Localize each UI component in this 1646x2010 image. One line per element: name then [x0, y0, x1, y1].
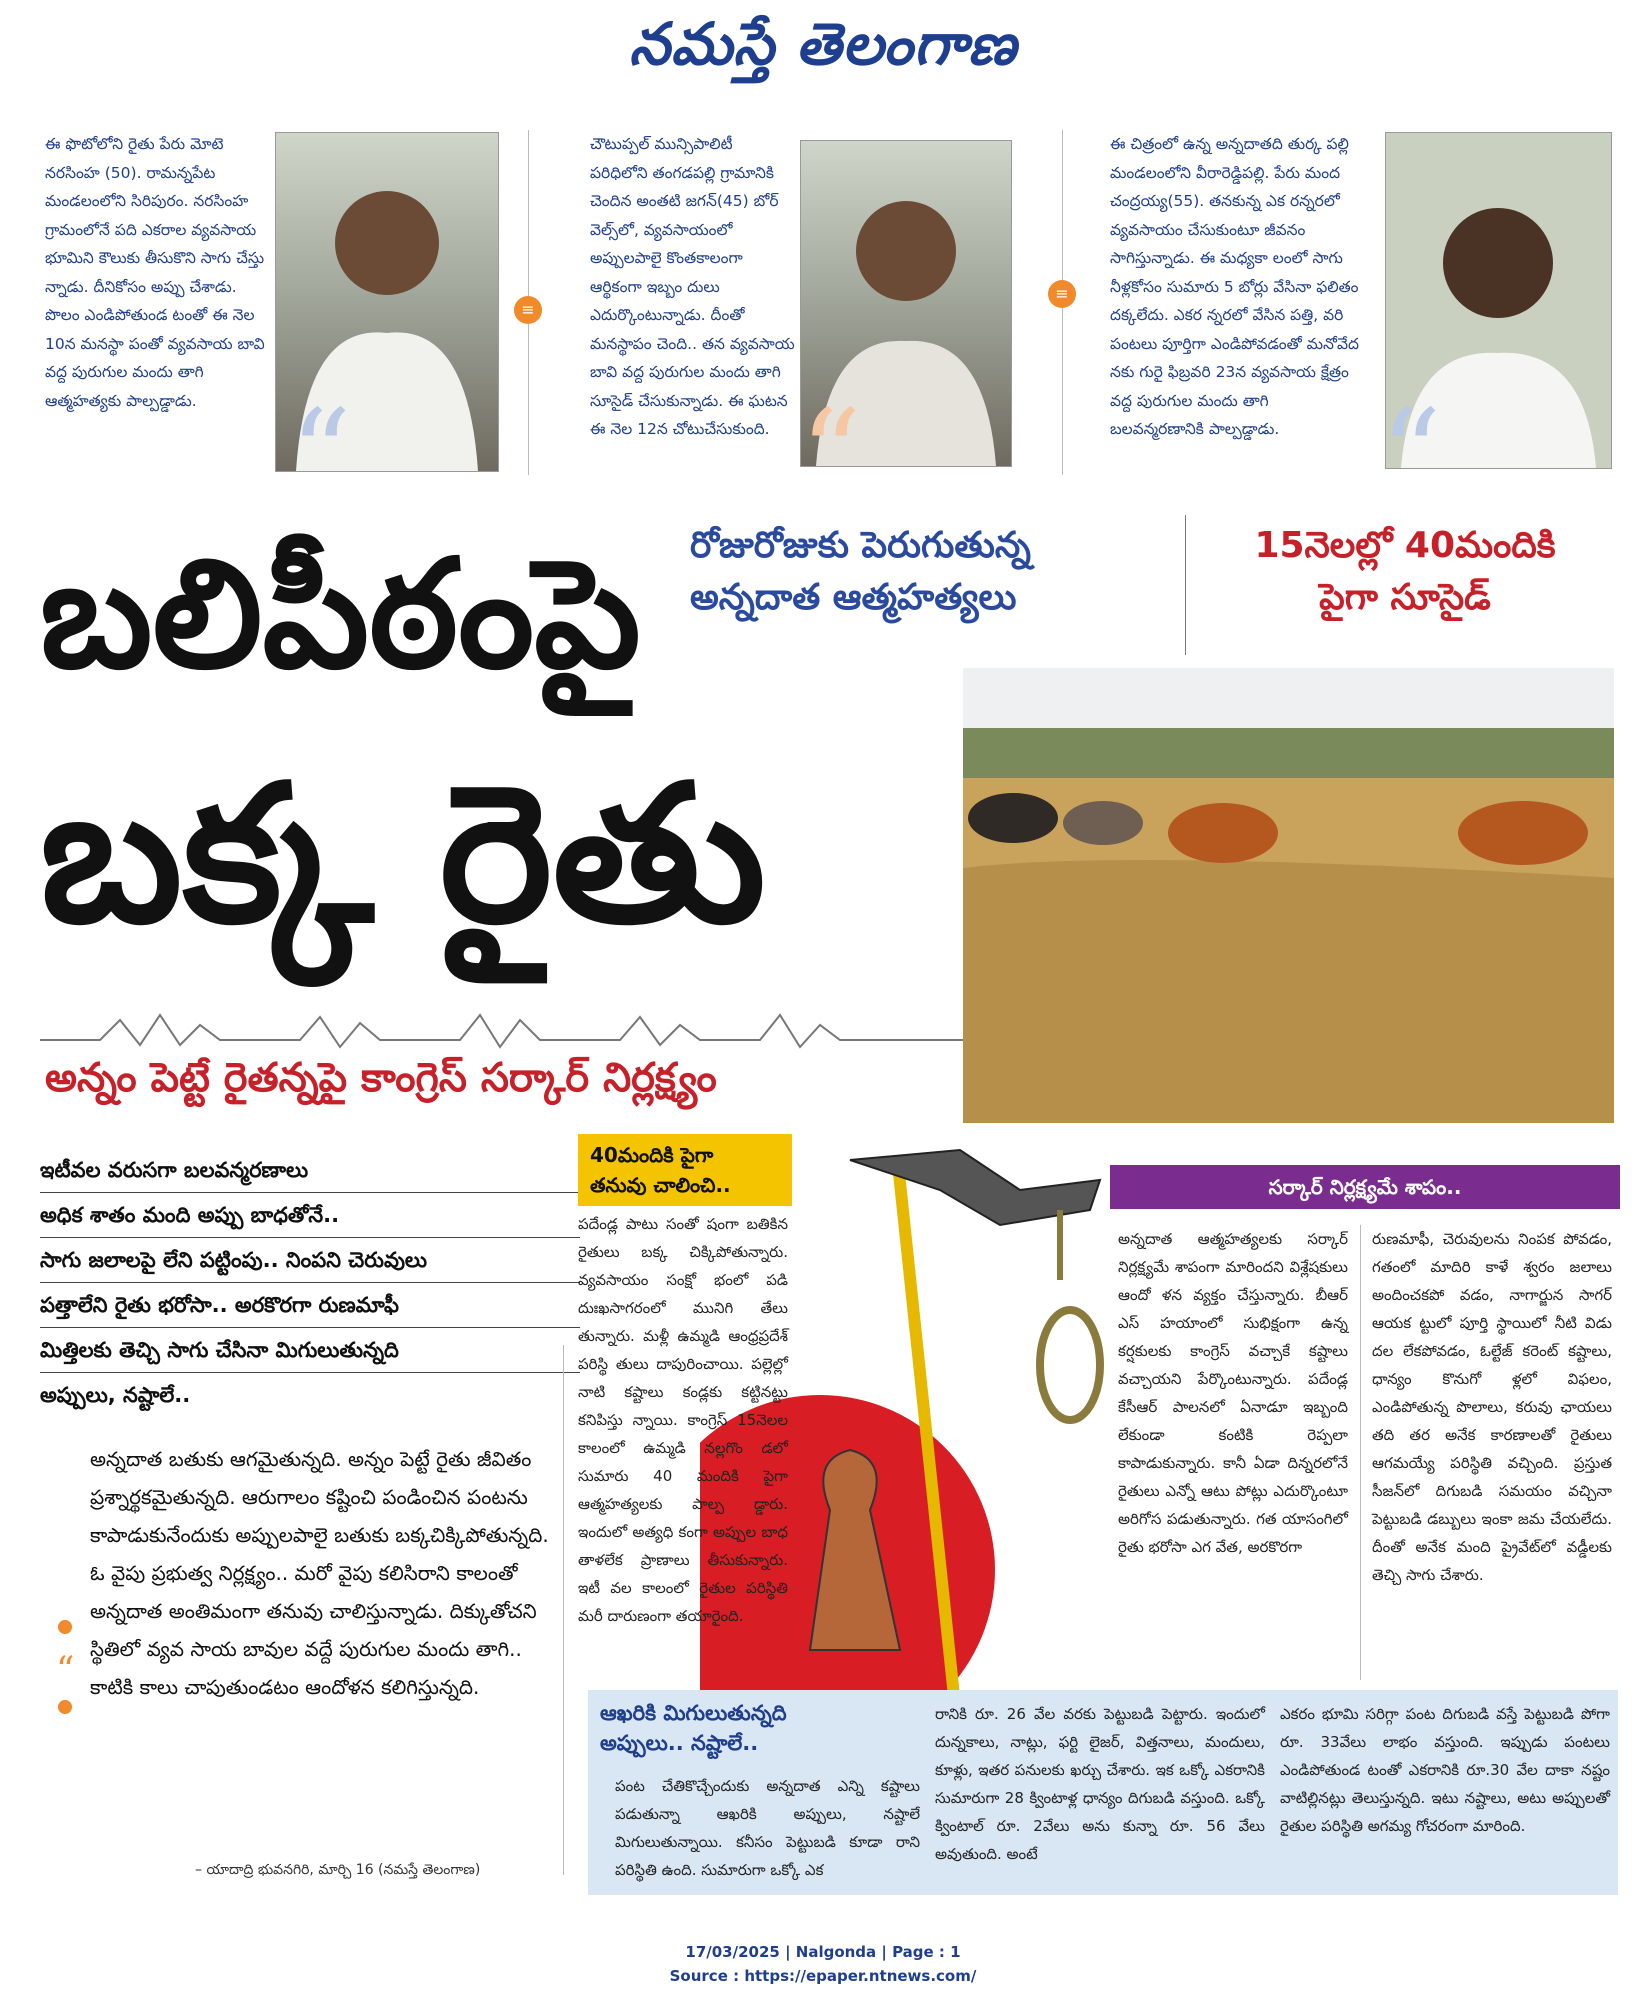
subhead-divider [1185, 515, 1186, 655]
subhead-blue [690, 520, 1170, 624]
panel-heading-line-2: అప్పులు.. నష్టాలే.. [600, 1731, 759, 1755]
zigzag-divider [40, 1005, 970, 1055]
quote-icon: “ [800, 385, 862, 524]
comment-icon: ≡ [1048, 280, 1076, 308]
bullet-item: అప్పులు, నష్టాలే.. [40, 1383, 191, 1407]
panel-column-2: రానికి రూ. 26 వేల వరకు పెట్టుబడి పెట్టారు. ఇందులో దున్నకాలు, నాట్లు, ఫర్టి లైజర్, విత్తనాలు, మందులు, కూళ్లు, ఇతర పనులకు ఖర్చు చేశారు. ఇక ఒక్కో ఎకరానికి సుమారుగా 28 క్వింటాళ్ల ధాన్యం దిగుబడి వస్తుంది. ఒక్కో క్వింటాల్ రూ. 2వేలు అను కున్నా రూ. 56 వేలు అవుతుంది. అంటే [935, 1705, 1265, 1863]
deck-subtitle: అన్నం పెట్టే రైతన్నపై కాంగ్రెస్ సర్కార్ నిర్లక్ష్యం [45, 1055, 717, 1101]
column-divider [1360, 1225, 1361, 1680]
body-column-3: అన్నదాత ఆత్మహత్యలకు సర్కార్ నిర్లక్ష్యమే శాపంగా మారిందని విశ్లేషకులు ఆందో ళన వ్యక్తం చేస్తున్నారు. బీఆర్ ఎస్ హయాంలో సుభిక్షంగా ఉన్న కర్షకులకు కాంగ్రెస్ వచ్చాకే కష్టాలు వచ్చాయని పేర్కొంటున్నారు. పదేండ్ల కేసీఆర్ పాలనలో ఏనాడూ ఇబ్బంది లేకుండా కంటికి రెప్పలా కాపాడుకున్నారు. కానీ ఏడా దిన్నరలోనే రైతులు ఎన్నో ఆటు పోట్లు ఎదుర్కొంటూ అరిగోస పడుతున్నారు. గత యాసంగిలో రైతు భరోసా ఎగ వేత, అరకొరగా [1118, 1230, 1348, 1556]
cattle-field-image-icon [963, 668, 1614, 1123]
body-column-2: పదేండ్ల పాటు సంతో షంగా బతికిన రైతులు బక్క చిక్కిపోతున్నారు. వ్యవసాయం సంక్షో భంలో పడి దుఃఖసాగరంలో మునిగి తేలు తున్నారు. మళ్లీ ఉమ్మడి ఆంధ్రప్రదేశ్ పరిస్థి తులు దాపురించాయి. పల్లెల్లో నాటి కష్టాలు కండ్లకు కట్టినట్టు కనిపిస్తు న్నాయి. కాంగ్రెస్ 15నెలల కాలంలో ఉమ్మడి నల్లగొం డలో సుమారు 40 మందికి పైగా ఆత్మహత్యలకు పాల్ప డ్డారు. ఇందులో అత్యధి కంగా అప్పుల బాధ తాళలేక ప్రాణాలు తీసుకున్నారు. ఇటీ వల కాలంలో రైతుల పరిస్థితి మరీ దారుణంగా తయారైంది. [578, 1215, 788, 1625]
bullet-dot-icon [58, 1620, 72, 1634]
panel-column-3: ఎకరం భూమి సరిగ్గా పంట దిగుబడి వస్తే పెట్టుబడి పోగా రూ. 33వేలు లాభం వస్తుంది. ఇప్పుడు పంటలు ఎండిపోతుండ టంతో ఎకరానికి రూ.30 వేల దాకా నష్టం వాటిల్లినట్లు తెలుస్తున్నది. ఇటు నష్టాలు, అటు అప్పులతో రైతుల పరిస్థితి అగమ్య గోచరంగా మారింది. [1280, 1705, 1610, 1835]
bullet-item: ఇటీవల వరుసగా బలవన్మరణాలు [40, 1148, 580, 1193]
profile-3-text: ఈ చిత్రంలో ఉన్న అన్నదాతది తుర్క పల్లి మండలంలోని వీరారెడ్డిపల్లి. పేరు మంద చంద్రయ్య(55). తనకున్న ఎక రన్నరలో వ్యవసాయం చేసుకుంటూ జీవనం సాగిస్తున్నాడు. ఈ మధ్యకా లంలో సాగు నీళ్లకోసం సుమారు 5 బోర్లు వేసినా ఫలితం దక్కలేదు. ఎకర న్నరలో వేసిన పత్తి, వరి పంటలు పూర్తిగా ఎండిపోవడంతో మనోవేద నకు గురై ఫిబ్రవరి 23న వ్యవసాయ క్షేత్రం వద్ద పురుగుల మందు తాగి బలవన్మరణానికి పాల్పడ్డాడు. [1110, 135, 1359, 438]
bullet-dot-icon [58, 1700, 72, 1714]
section-header-bar: సర్కార్ నిర్లక్ష్యమే శాపం.. [1110, 1165, 1620, 1209]
headline-line-1: బలిపీఠంపై [40, 528, 641, 702]
quote-icon: “ [56, 1650, 75, 1691]
footer-edition-info: 17/03/2025 | Nalgonda | Page : 1 [685, 1943, 961, 1961]
headline-line-2: బక్క రైతు [40, 744, 766, 965]
masthead-logo: నమస్తే తెలంగాణ [629, 10, 1017, 78]
column-divider [563, 1345, 564, 1875]
highlight-line-2: తనువు చాలించి.. [590, 1173, 731, 1197]
subhead-blue-line-1: రోజురోజుకు పెరుగుతున్న [690, 525, 1031, 566]
panel-heading-line-1: ఆఖరికి మిగులుతున్నది [600, 1701, 787, 1725]
footer [0, 1940, 1646, 1988]
dateline: – యాదాద్రి భువనగిరి, మార్చి 16 (నమస్తే తెలంగాణ) [195, 1862, 481, 1878]
comment-icon: ≡ [514, 296, 542, 324]
profile-2-text: చౌటుప్పల్ మున్సిపాలిటీ పరిధిలోని తంగడపల్లి గ్రామానికి చెందిన అంతటి జగన్(45) బోర్ వెల్స్‌లో, వ్యవసాయంలో అప్పులపాలై కొంతకాలంగా ఆర్థికంగా ఇబ్బం దులు ఎదుర్కొంటున్నాడు. దీంతో మనస్థాపం చెంది.. తన వ్యవసాయ బావి వద్ద పురుగుల మందు తాగి సూసైడ్ చేసుకున్నాడు. ఈ ఘటన ఈ నెల 12న చోటుచేసుకుంది. [590, 135, 795, 438]
footer-source-link[interactable]: Source : https://epaper.ntnews.com/ [669, 1967, 977, 1985]
subhead-red-line-1: 15నెలల్లో 40మందికి [1254, 525, 1556, 566]
panel-heading [600, 1698, 900, 1758]
subhead-red [1195, 520, 1615, 624]
subhead-red-line-2: పైగా సూసైడ్ [1319, 577, 1491, 618]
bullet-item: సాగు జలాలపై లేని పట్టింపు.. నింపని చెరువులు [40, 1238, 580, 1283]
highlight-line-1: 40మందికి పైగా [590, 1143, 714, 1167]
intro-paragraph: అన్నదాత బతుకు ఆగమైతున్నది. అన్నం పెట్టే రైతు జీవితం ప్రశ్నార్థకమైతున్నది. ఆరుగాలం కష్టించి పండించిన పంటను కాపాడుకునేందుకు అప్పులపాలై బతుకు బక్కచిక్కిపోతున్నది. ఓ వైపు ప్రభుత్వ నిర్లక్ష్యం.. మరో వైపు కలిసిరాని కాలంతో అన్నదాత అంతిమంగా తనువు చాలిస్తున్నాడు. దిక్కుతోచని స్థితిలో వ్యవ సాయ బావుల వద్దే పురుగుల మందు తాగి.. కాటికి కాలు చాపుతుండటం ఆందోళన కలిగిస్తున్నది. [90, 1447, 549, 1699]
panel-column-1: పంట చేతికొచ్చేందుకు అన్నదాత ఎన్ని కష్టాలు పడుతున్నా ఆఖరికి అప్పులు, నష్టాలే మిగులుతున్నాయి. కనీసం పెట్టుబడి కూడా రాని పరిస్థితి ఉంది. సుమారుగా ఒక్కో ఎక [615, 1777, 920, 1879]
bullet-item: పత్తాలేని రైతు భరోసా.. అరకొరగా రుణమాఫీ [40, 1283, 580, 1328]
bullet-item: అధిక శాతం మంది అప్పు బాధతోనే.. [40, 1193, 580, 1238]
highlight-box [578, 1134, 792, 1206]
body-column-4: రుణమాఫీ, చెరువులను నింపక పోవడం, గతంలో మాదిరి కాళే శ్వరం జలాలు అందించకపో వడం, నాగార్జున సాగర్ ఆయక ట్టులో పూర్తి స్థాయిలో నీటి విడు దల లేకపోవడం, ఓల్టేజ్ కరెంట్ కష్టాలు, ధాన్యం కొనుగో ళ్లలో విఫలం, ఎండిపోతున్న పొలాలు, కరువు ఛాయలు తది తర అనేక కారణాలతో రైతులు ఆగమయ్యే పరిస్థితి వచ్చింది. ప్రస్తుత సీజన్‌లో దిగుబడి సమయం వచ్చినా పెట్టుబడి డబ్బులు ఇంకా జమ చేయలేదు. దీంతో అనేక మంది ప్రైవేట్‌లో వడ్డీలకు తెచ్చి సాగు చేశారు. [1372, 1230, 1612, 1584]
bullet-list [40, 1148, 580, 1417]
subhead-blue-line-2: అన్నదాత ఆత్మహత్యలు [690, 577, 1017, 618]
profile-1-text: ఈ ఫొటోలోని రైతు పేరు మోటె నరసింహ (50). రామన్నపేట మండలంలోని సిరిపురం. నరసింహ గ్రామంలోనే పది ఎకరాల వ్యవసాయ భూమిని కౌలుకు తీసుకొని సాగు చేస్తు న్నాడు. దీనికోసం అప్పు చేశాడు. పొలం ఎండిపోతుండ టంతో ఈ నెల 10న మనస్థా పంతో వ్యవసాయ బావి వద్ద పురుగుల మందు తాగి ఆత్మహత్యకు పాల్పడ్డాడు. [45, 135, 265, 410]
quote-icon: “ [290, 385, 352, 524]
quote-icon: “ [1380, 385, 1442, 524]
field-cattle-photo [963, 668, 1614, 1123]
bullet-item: మిత్తిలకు తెచ్చి సాగు చేసినా మిగులుతున్నది [40, 1328, 580, 1373]
